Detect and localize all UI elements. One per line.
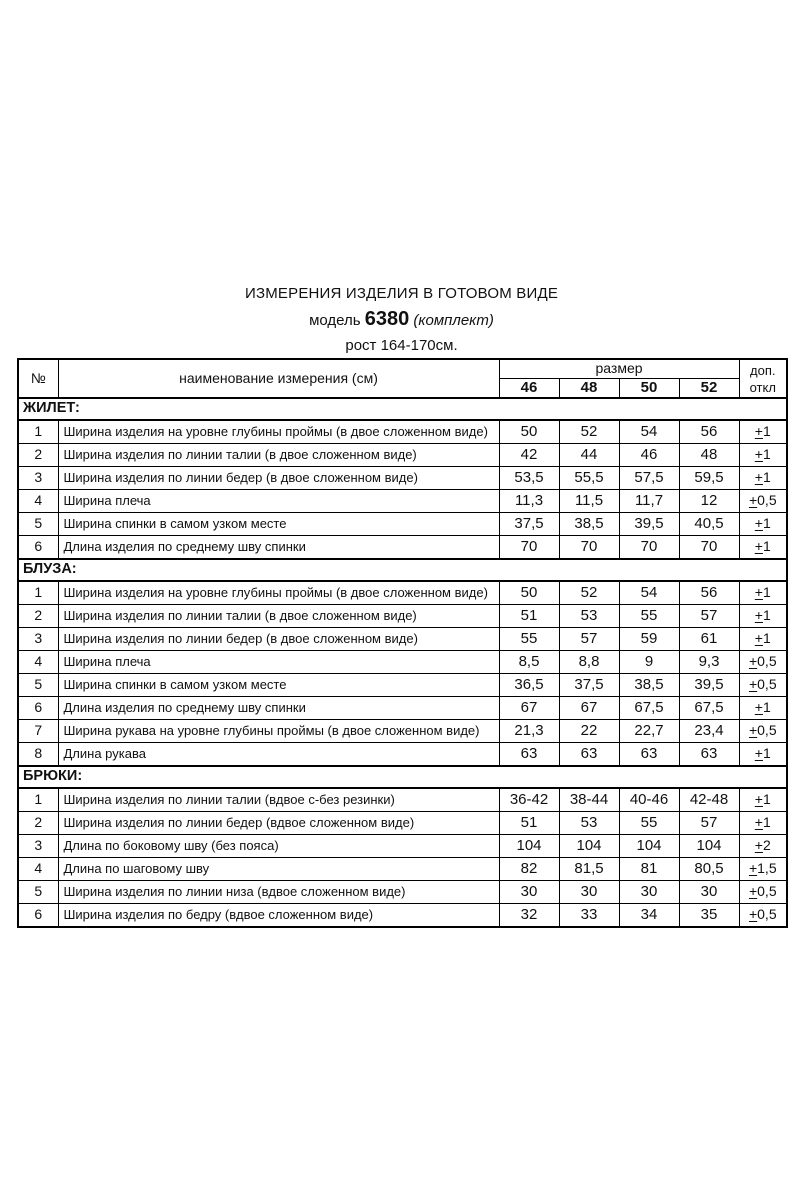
size-value-cell: 53 [559,812,619,835]
deviation-cell [739,743,787,767]
section-header: БЛУЗА: [18,559,787,581]
row-number-cell: 3 [18,835,58,858]
deviation-sign: + [754,515,763,532]
deviation-cell [739,904,787,928]
size-value-cell: 32 [499,904,559,928]
deviation-cell [739,788,787,812]
column-header-size-group: размер [499,359,739,379]
size-value-cell: 39,5 [619,513,679,536]
measurement-row [18,490,787,513]
size-value-cell: 44 [559,444,619,467]
measurement-name-cell: Длина рукава [58,743,499,767]
measurement-row [18,881,787,904]
size-value-cell: 40,5 [679,513,739,536]
size-value-cell: 22,7 [619,720,679,743]
row-number-cell: 8 [18,743,58,767]
size-value-cell: 81 [619,858,679,881]
size-value-cell: 59,5 [679,467,739,490]
measurement-name-cell: Ширина изделия на уровне глубины проймы (в двое сложенном виде) [58,581,499,605]
deviation-sign: + [754,745,763,762]
deviation-sign: + [754,630,763,647]
measurement-row [18,743,787,767]
size-value-cell: 22 [559,720,619,743]
deviation-cell [739,835,787,858]
deviation-value: 1 [762,699,771,716]
row-number-cell: 3 [18,628,58,651]
measurement-row [18,812,787,835]
size-value-cell: 11,3 [499,490,559,513]
size-value-cell: 42-48 [679,788,739,812]
size-value-cell: 34 [619,904,679,928]
deviation-value: 1 [762,423,771,440]
size-value-cell: 12 [679,490,739,513]
deviation-value: 0,5 [757,722,777,739]
deviation-cell [739,513,787,536]
measurement-row [18,858,787,881]
measurement-row [18,420,787,444]
size-value-cell: 104 [559,835,619,858]
size-value-cell: 23,4 [679,720,739,743]
deviation-value: 1 [762,469,771,486]
size-value-cell: 57 [559,628,619,651]
row-number-cell: 2 [18,444,58,467]
model-label: модель [309,312,361,329]
size-value-cell: 48 [679,444,739,467]
size-value-cell: 54 [619,581,679,605]
column-header-deviation [739,359,787,398]
size-value-cell: 63 [499,743,559,767]
deviation-header-line2: откл [749,379,776,395]
section-row [18,766,787,788]
deviation-cell [739,812,787,835]
deviation-cell [739,490,787,513]
size-value-cell: 80,5 [679,858,739,881]
deviation-cell [739,467,787,490]
row-number-cell: 1 [18,420,58,444]
size-value-cell: 9 [619,651,679,674]
deviation-sign: + [754,423,763,440]
deviation-sign: + [754,837,763,854]
deviation-value: 2 [762,837,771,854]
height-note: рост 164-170см. [345,337,458,354]
column-header-number: № [18,359,58,398]
row-number-cell: 3 [18,467,58,490]
size-value-cell: 104 [679,835,739,858]
size-value-cell: 63 [559,743,619,767]
deviation-value: 1,5 [757,860,777,877]
measurement-name-cell: Длина изделия по среднему шву спинки [58,536,499,560]
table-header-row-1 [18,359,787,379]
size-value-cell: 51 [499,812,559,835]
row-number-cell: 5 [18,513,58,536]
deviation-cell [739,651,787,674]
deviation-sign: + [754,791,763,808]
size-value-cell: 8,5 [499,651,559,674]
measurements-table [17,358,788,928]
deviation-value: 1 [762,515,771,532]
size-value-cell: 11,5 [559,490,619,513]
row-number-cell: 5 [18,881,58,904]
size-value-cell: 36-42 [499,788,559,812]
measurement-name-cell: Ширина рукава на уровне глубины проймы (в двое сложенном виде) [58,720,499,743]
size-value-cell: 54 [619,420,679,444]
measurement-row [18,628,787,651]
row-number-cell: 4 [18,858,58,881]
size-value-cell: 8,8 [559,651,619,674]
section-header: ЖИЛЕТ: [18,398,787,420]
column-header-size-48: 48 [559,379,619,399]
measurement-row [18,513,787,536]
measurement-name-cell: Ширина изделия по линии низа (вдвое сложенном виде) [58,881,499,904]
deviation-sign: + [748,676,758,693]
size-value-cell: 63 [679,743,739,767]
size-value-cell: 38,5 [619,674,679,697]
size-value-cell: 9,3 [679,651,739,674]
deviation-sign: + [748,722,758,739]
deviation-value: 1 [762,607,771,624]
deviation-header-line1: доп. [750,362,776,378]
row-number-cell: 4 [18,490,58,513]
row-number-cell: 1 [18,581,58,605]
measurement-name-cell: Ширина изделия по линии талии (в двое сложенном виде) [58,605,499,628]
size-value-cell: 55 [619,605,679,628]
deviation-value: 0,5 [757,676,777,693]
measurement-name-cell: Ширина изделия по линии бедер (вдвое сложенном виде) [58,812,499,835]
measurement-name-cell: Длина по боковому шву (без пояса) [58,835,499,858]
row-number-cell: 4 [18,651,58,674]
deviation-sign: + [754,814,763,831]
size-value-cell: 67 [499,697,559,720]
size-value-cell: 11,7 [619,490,679,513]
measurement-row [18,536,787,560]
size-value-cell: 38-44 [559,788,619,812]
measurement-name-cell: Ширина плеча [58,490,499,513]
size-value-cell: 70 [679,536,739,560]
measurement-row [18,444,787,467]
size-value-cell: 70 [619,536,679,560]
deviation-value: 1 [762,745,771,762]
model-line [17,309,786,329]
row-number-cell: 7 [18,720,58,743]
deviation-sign: + [754,446,763,463]
deviation-value: 0,5 [757,492,777,509]
deviation-sign: + [754,607,763,624]
measurement-row [18,467,787,490]
size-value-cell: 104 [619,835,679,858]
size-value-cell: 30 [619,881,679,904]
deviation-sign: + [754,469,763,486]
measurement-row [18,835,787,858]
size-value-cell: 56 [679,581,739,605]
deviation-cell [739,697,787,720]
size-value-cell: 55 [619,812,679,835]
deviation-cell [739,444,787,467]
size-value-cell: 70 [499,536,559,560]
deviation-cell [739,605,787,628]
size-value-cell: 42 [499,444,559,467]
size-value-cell: 67 [559,697,619,720]
deviation-sign: + [754,584,763,601]
measurement-name-cell: Ширина изделия по линии бедер (в двое сложенном виде) [58,467,499,490]
size-value-cell: 53,5 [499,467,559,490]
size-value-cell: 21,3 [499,720,559,743]
measurement-name-cell: Длина по шаговому шву [58,858,499,881]
size-value-cell: 51 [499,605,559,628]
model-note: (комплект) [413,312,494,329]
deviation-cell [739,420,787,444]
measurement-name-cell: Ширина спинки в самом узком месте [58,513,499,536]
deviation-cell [739,881,787,904]
measurement-row [18,904,787,928]
size-value-cell: 57,5 [619,467,679,490]
measurement-name-cell: Ширина изделия по бедру (вдвое сложенном виде) [58,904,499,928]
deviation-cell [739,858,787,881]
size-value-cell: 36,5 [499,674,559,697]
section-row [18,398,787,420]
size-value-cell: 67,5 [619,697,679,720]
section-header: БРЮКИ: [18,766,787,788]
size-value-cell: 30 [679,881,739,904]
size-value-cell: 37,5 [499,513,559,536]
size-value-cell: 67,5 [679,697,739,720]
size-value-cell: 46 [619,444,679,467]
size-value-cell: 40-46 [619,788,679,812]
measurement-row [18,720,787,743]
measurement-row [18,581,787,605]
model-number: 6380 [364,308,410,330]
deviation-value: 0,5 [757,883,777,900]
deviation-value: 1 [762,630,771,647]
deviation-sign: + [748,906,758,923]
size-value-cell: 56 [679,420,739,444]
size-value-cell: 61 [679,628,739,651]
deviation-value: 0,5 [757,653,777,670]
column-header-size-52: 52 [679,379,739,399]
deviation-value: 1 [762,791,771,808]
deviation-sign: + [748,883,758,900]
size-value-cell: 30 [499,881,559,904]
row-number-cell: 5 [18,674,58,697]
column-header-size-46: 46 [499,379,559,399]
section-row [18,559,787,581]
column-header-size-50: 50 [619,379,679,399]
measurement-row [18,605,787,628]
size-value-cell: 39,5 [679,674,739,697]
measurement-name-cell: Ширина изделия по линии талии (вдвое с-без резинки) [58,788,499,812]
measurement-name-cell: Длина изделия по среднему шву спинки [58,697,499,720]
size-value-cell: 37,5 [559,674,619,697]
measurement-name-cell: Ширина изделия по линии талии (в двое сложенном виде) [58,444,499,467]
deviation-value: 1 [762,584,771,601]
row-number-cell: 2 [18,605,58,628]
size-value-cell: 70 [559,536,619,560]
size-value-cell: 57 [679,605,739,628]
row-number-cell: 1 [18,788,58,812]
measurement-name-cell: Ширина изделия на уровне глубины проймы (в двое сложенном виде) [58,420,499,444]
size-value-cell: 82 [499,858,559,881]
deviation-sign: + [754,699,763,716]
row-number-cell: 6 [18,536,58,560]
deviation-cell [739,720,787,743]
size-value-cell: 57 [679,812,739,835]
deviation-sign: + [754,538,763,555]
measurement-name-cell: Ширина плеча [58,651,499,674]
deviation-value: 0,5 [757,906,777,923]
size-value-cell: 30 [559,881,619,904]
row-number-cell: 2 [18,812,58,835]
size-value-cell: 81,5 [559,858,619,881]
row-number-cell: 6 [18,697,58,720]
size-value-cell: 104 [499,835,559,858]
column-header-measurement-name: наименование измерения (см) [58,359,499,398]
size-value-cell: 53 [559,605,619,628]
measurement-row [18,674,787,697]
deviation-value: 1 [762,814,771,831]
size-value-cell: 63 [619,743,679,767]
size-value-cell: 55,5 [559,467,619,490]
measurement-row [18,697,787,720]
size-value-cell: 52 [559,420,619,444]
table-body [18,398,787,927]
deviation-value: 1 [762,538,771,555]
row-number-cell: 6 [18,904,58,928]
deviation-cell [739,628,787,651]
size-value-cell: 59 [619,628,679,651]
size-value-cell: 35 [679,904,739,928]
size-value-cell: 52 [559,581,619,605]
size-value-cell: 50 [499,420,559,444]
deviation-cell [739,674,787,697]
deviation-cell [739,536,787,560]
deviation-cell [739,581,787,605]
measurement-row [18,651,787,674]
measurement-name-cell: Ширина изделия по линии бедер (в двое сложенном виде) [58,628,499,651]
size-value-cell: 38,5 [559,513,619,536]
size-value-cell: 55 [499,628,559,651]
deviation-sign: + [748,492,758,509]
deviation-value: 1 [762,446,771,463]
document-title: ИЗМЕРЕНИЯ ИЗДЕЛИЯ В ГОТОВОМ ВИДЕ [244,285,559,302]
document-titles [17,286,786,353]
deviation-sign: + [748,860,758,877]
size-value-cell: 50 [499,581,559,605]
size-value-cell: 33 [559,904,619,928]
measurement-name-cell: Ширина спинки в самом узком месте [58,674,499,697]
measurement-row [18,788,787,812]
deviation-sign: + [748,653,758,670]
